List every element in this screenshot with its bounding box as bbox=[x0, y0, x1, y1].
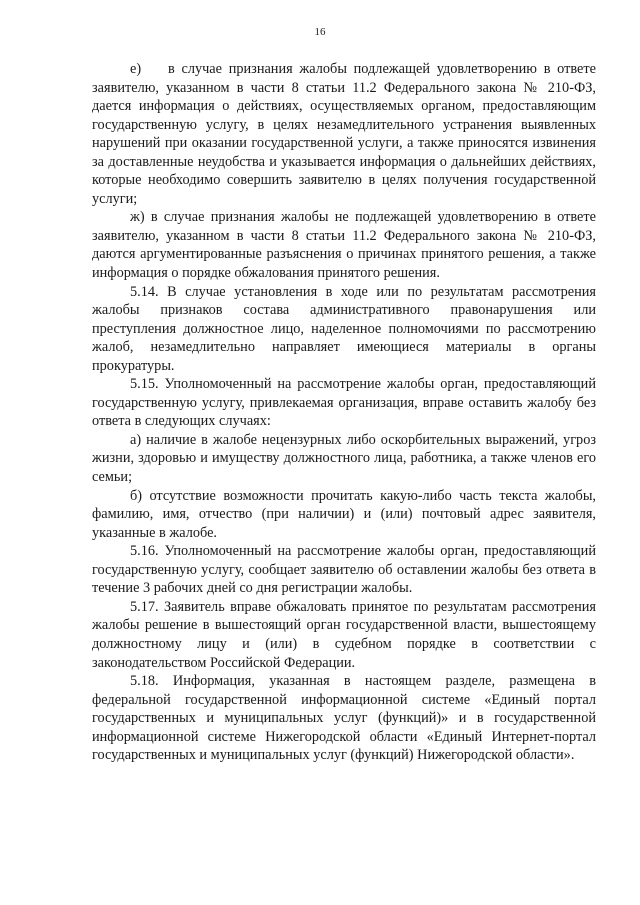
paragraph-b: б) отсутствие возможности прочитать какую-либо часть текста жалобы, фамилию, имя, отчество (при наличии) и (или) почтовый адрес заявителя, указанные в жалобе. bbox=[92, 487, 596, 541]
page-number: 16 bbox=[314, 26, 326, 38]
paragraph-5-18: 5.18. Информация, указанная в настоящем разделе, размещена в федеральной государственной информационной системе «Единый портал государственных и муниципальных услуг (функций)» и в государственной информационной системе Нижегородской области «Единый Интернет-портал государственных и муниципальных услуг (функций) Нижегородской области». bbox=[92, 673, 596, 764]
paragraph-zh: ж) в случае признания жалобы не подлежащей удовлетворению в ответе заявителю, указанном в части 8 статьи 11.2 Федерального закона № 210-ФЗ, даются аргументированные разъяснения о причинах принятого решения, а также информация о порядке обжалования принятого решения. bbox=[92, 209, 596, 282]
paragraph-a: а) наличие в жалобе нецензурных либо оскорбительных выражений, угроз жизни, здоровью и имуществу должностного лица, работника, а также членов его семьи; bbox=[92, 431, 596, 486]
paragraph-5-16: 5.16. Уполномоченный на рассмотрение жалобы орган, предоставляющий государственную услугу, сообщает заявителю об оставлении жалобы без ответа в течение 3 рабочих дней со дня регистрации жалобы. bbox=[92, 543, 596, 597]
paragraph-5-14: 5.14. В случае установления в ходе или по результатам рассмотрения жалобы признаков состава административного правонарушения или преступления должностное лицо, наделенное полномочиями по рассмотрению жалоб, незамедлительно направляет имеющиеся материалы в органы прокуратуры. bbox=[92, 283, 596, 374]
paragraph-5-17: 5.17. Заявитель вправе обжаловать принятое по результатам рассмотрения жалобы решение в вышестоящий орган государственной власти, вышестоящему должностному лицу и (или) в судебном порядке в соответствии с законодательством Российской Федерации. bbox=[92, 598, 596, 671]
document-body bbox=[92, 60, 596, 765]
paragraph-5-15: 5.15. Уполномоченный на рассмотрение жалобы орган, предоставляющий государственную услугу, привлекаемая организация, вправе оставить жалобу без ответа в следующих случаях: bbox=[92, 376, 596, 430]
paragraph-e: е) в случае признания жалобы подлежащей удовлетворению в ответе заявителю, указанном в части 8 статьи 11.2 Федерального закона № 210-ФЗ, дается информация о действиях, осуществляемых органом, предоставляющим государственную услугу, в целях незамедлительного устранения выявленных нарушений при оказании государственной услуги, а также приносятся извинения за доставленные неудобства и указывается информация о дальнейших действиях, которые необходимо совершить заявителю в целях получения государственной услуги; bbox=[92, 61, 596, 207]
